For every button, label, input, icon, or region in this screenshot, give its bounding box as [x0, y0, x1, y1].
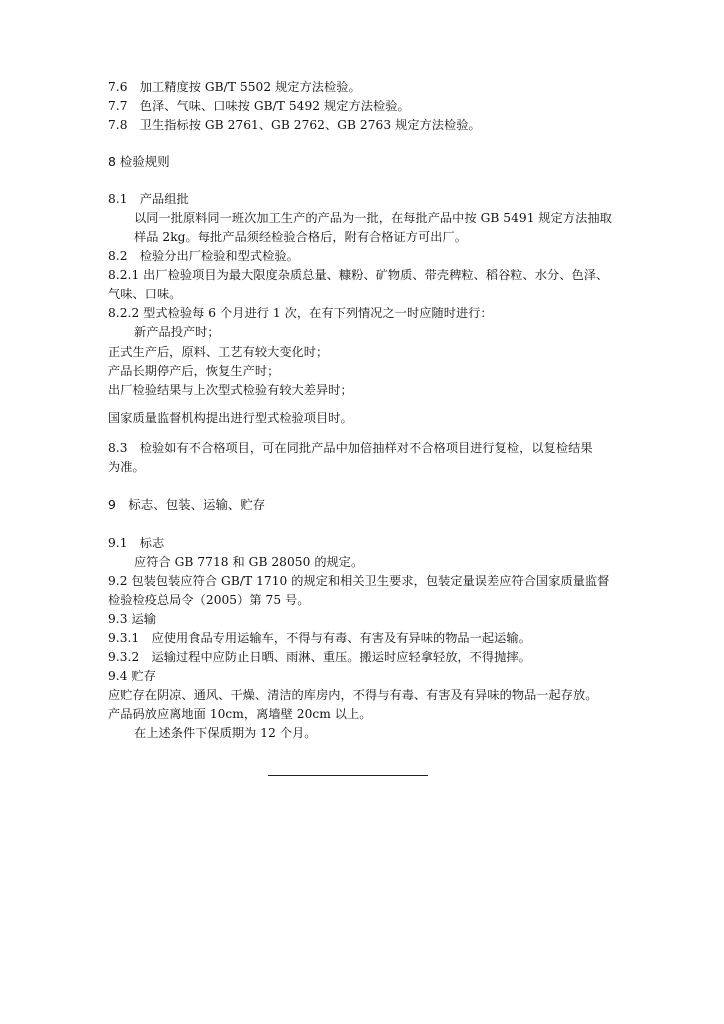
clause-9-4-title: 9.4 贮存 — [108, 669, 156, 683]
clause-8-2-1-line1: 8.2.1 出厂检验项目为最大限度杂质总量、糠粉、矿物质、带壳稗粒、稻谷粒、水分、色泽、 — [108, 268, 609, 282]
clause-9-3-1: 9.3.1 应使用食品专用运输车，不得与有毒、有害及有异味的物品一起运输。 — [108, 631, 531, 645]
clause-8-2-1-line2: 气味、口味。 — [108, 287, 182, 301]
clause-9-2-line2: 检验检疫总局令（2005）第 75 号。 — [108, 593, 310, 607]
clause-9-4-line2: 产品码放应离地面 10cm，离墙壁 20cm 以上。 — [108, 707, 372, 721]
condition-result-difference: 出厂检验结果与上次型式检验有较大差异时； — [108, 383, 353, 397]
clause-8-3-line1: 8.3 检验如有不合格项目，可在同批产品中加倍抽样对不合格项目进行复检，以复检结果 — [108, 441, 593, 455]
condition-authority-request: 国家质量监督机构提出进行型式检验项目时。 — [108, 411, 353, 425]
clause-9-4-line3: 在上述条件下保质期为 12 个月。 — [134, 726, 317, 740]
condition-process-change: 正式生产后，原料、工艺有较大变化时； — [108, 345, 329, 359]
clause-9-3-title: 9.3 运输 — [108, 612, 156, 626]
clause-8-1-text-line2: 样品 2kg。每批产品须经检验合格后，附有合格证方可出厂。 — [134, 230, 467, 244]
clause-8-1-text-line1: 以同一批原料同一班次加工生产的产品为一批，在每批产品中按 GB 5491 规定方法抽取 — [134, 211, 612, 225]
clause-7-7: 7.7 色泽、气味、口味按 GB/T 5492 规定方法检验。 — [108, 99, 410, 113]
clause-8-1-title: 8.1 产品组批 — [108, 192, 189, 206]
clause-9-1-title: 9.1 标志 — [108, 536, 165, 550]
clause-9-3-2: 9.3.2 运输过程中应防止日晒、雨淋、重压。搬运时应轻拿轻放，不得抛摔。 — [108, 650, 531, 664]
clause-7-8: 7.8 卫生指标按 GB 2761、GB 2762、GB 2763 规定方法检验。 — [108, 118, 481, 132]
condition-new-product: 新产品投产时； — [134, 325, 220, 339]
clause-8-3-line2: 为准。 — [108, 460, 145, 474]
clause-9-4-line1: 应贮存在阴凉、通风、干燥、清洁的库房内，不得与有毒、有害及有异味的物品一起存放。 — [108, 688, 598, 702]
clause-9-1-text: 应符合 GB 7718 和 GB 28050 的规定。 — [134, 555, 364, 569]
section-9-heading: 9 标志、包装、运输、贮存 — [108, 497, 266, 512]
clause-7-6: 7.6 加工精度按 GB/T 5502 规定方法检验。 — [108, 80, 361, 94]
section-8-heading: 8 检验规则 — [108, 154, 170, 169]
clause-8-2-2: 8.2.2 型式检验每 6 个月进行 1 次，在有下列情况之一时应随时进行： — [108, 306, 493, 320]
end-of-document-rule — [268, 775, 428, 776]
clause-9-2-line1: 9.2 包装包装应符合 GB/T 1710 的规定和相关卫生要求，包装定量误差应符合国家质量监督 — [108, 574, 610, 588]
condition-resume-production: 产品长期停产后，恢复生产时； — [108, 364, 280, 378]
clause-8-2: 8.2 检验分出厂检验和型式检验。 — [108, 249, 299, 263]
